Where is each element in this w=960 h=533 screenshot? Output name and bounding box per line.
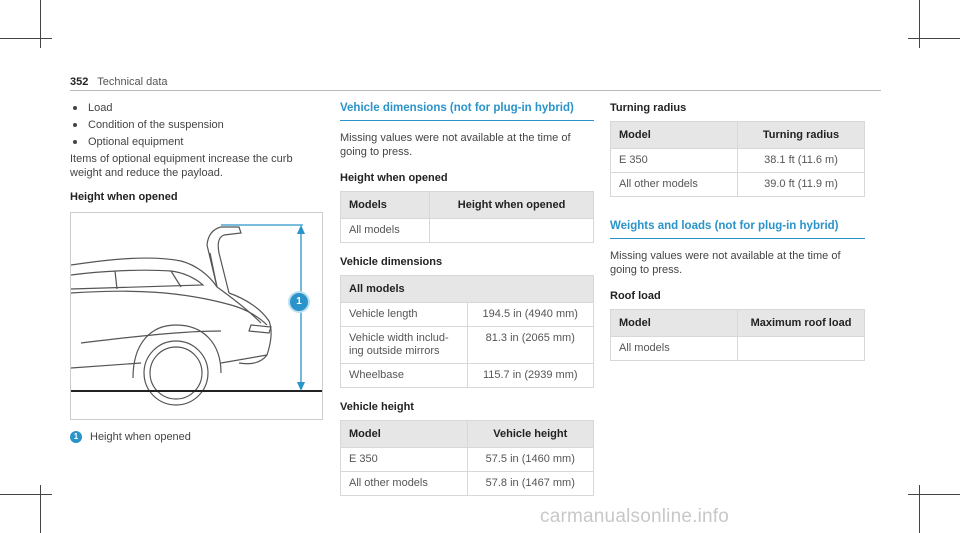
crop-mark (908, 38, 960, 39)
table-row (611, 149, 865, 173)
section-title: Vehicle dimensions (not for plug-in hybrid) (340, 101, 594, 121)
table-cell: All models (611, 337, 738, 361)
vehicle-height-table (340, 420, 594, 496)
table-cell: E 350 (341, 448, 468, 472)
crop-mark (919, 0, 920, 48)
section-title: Weights and loads (not for plug-in hybrid) (610, 219, 865, 239)
table-cell: E 350 (611, 149, 738, 173)
table-row (611, 337, 865, 361)
optional-equipment-note: Items of optional equipment increase the curb weight and reduce the payload. (70, 153, 293, 179)
table-cell: All models (341, 219, 430, 243)
table-row (341, 364, 594, 388)
missing-values-note: Missing values were not available at the time of going to press. (610, 250, 841, 276)
column-header: Vehicle height (467, 421, 594, 448)
section-name: Technical data (97, 76, 168, 88)
bullet-icon (73, 140, 77, 144)
table-cell: 57.8 in (1467 mm) (467, 472, 594, 496)
table-cell: All other models (611, 173, 738, 197)
factor-list (70, 101, 322, 149)
table-row (341, 219, 594, 243)
legend-text: Height when opened (90, 431, 191, 443)
middle-column (340, 101, 594, 496)
table-cell: 39.0 ft (11.9 m) (738, 173, 865, 197)
table-row (341, 448, 594, 472)
table-cell: 115.7 in (2939 mm) (467, 364, 594, 388)
column-header: Model (341, 421, 468, 448)
crop-mark (40, 485, 41, 533)
table-cell: Wheelbase (341, 364, 468, 388)
table-row (341, 472, 594, 496)
table-title: Vehicle dimensions (340, 256, 443, 268)
table-cell: Vehicle width includ-ing outside mirrors (341, 327, 468, 364)
table-row (341, 303, 594, 327)
crop-mark (0, 38, 52, 39)
vehicle-dimensions-table (340, 275, 594, 388)
figure-heading: Height when opened (70, 191, 178, 203)
column-header: Maximum roof load (738, 310, 865, 337)
table-cell (430, 219, 594, 243)
crop-mark (908, 494, 960, 495)
crop-mark (0, 494, 52, 495)
roof-load-table (610, 309, 865, 361)
table-title: Roof load (610, 290, 661, 302)
height-opened-table (340, 191, 594, 243)
table-title: Height when opened (340, 172, 448, 184)
bullet-icon (73, 123, 77, 127)
page-header (70, 76, 168, 88)
crop-mark (40, 0, 41, 48)
crop-mark (919, 485, 920, 533)
column-header: Models (341, 192, 430, 219)
page-number: 352 (70, 76, 89, 88)
missing-values-note: Missing values were not available at the time of going to press. (340, 132, 571, 158)
header-divider (70, 90, 881, 91)
column-header: All models (341, 276, 594, 303)
list-item: Condition of the suspension (70, 118, 322, 132)
column-header: Turning radius (738, 122, 865, 149)
table-cell: 81.3 in (2065 mm) (467, 327, 594, 364)
table-cell: Vehicle length (341, 303, 468, 327)
table-title: Vehicle height (340, 401, 414, 413)
right-column (610, 101, 865, 361)
turning-radius-table (610, 121, 865, 197)
table-cell: 57.5 in (1460 mm) (467, 448, 594, 472)
column-header: Height when opened (430, 192, 594, 219)
car-rear-illustration (71, 213, 323, 420)
height-figure (70, 212, 323, 420)
table-cell: All other models (341, 472, 468, 496)
column-header: Model (611, 122, 738, 149)
bullet-icon (73, 106, 77, 110)
left-column (70, 101, 322, 444)
watermark: carmanualsonline.info (540, 506, 730, 527)
legend-number: 1 (70, 431, 82, 443)
table-cell: 194.5 in (4940 mm) (467, 303, 594, 327)
list-item: Optional equipment (70, 135, 322, 149)
table-row (341, 327, 594, 364)
table-title: Turning radius (610, 102, 687, 114)
table-cell: 38.1 ft (11.6 m) (738, 149, 865, 173)
column-header: Model (611, 310, 738, 337)
figure-legend (70, 430, 322, 444)
callout-marker: 1 (290, 293, 308, 311)
table-cell (738, 337, 865, 361)
list-item: Load (70, 101, 322, 115)
table-row (611, 173, 865, 197)
